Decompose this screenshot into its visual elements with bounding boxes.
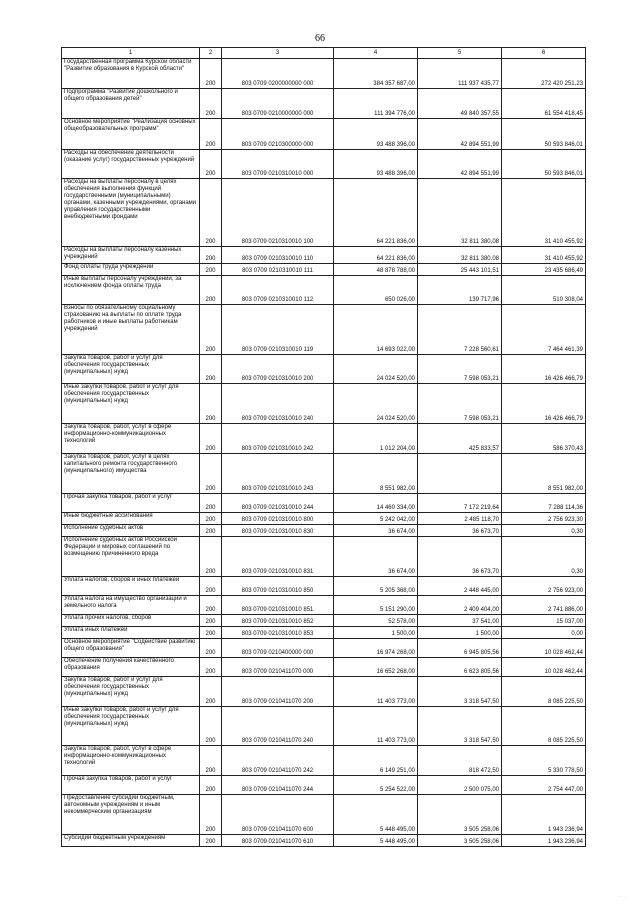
- row-name-cell: Иные закупки товаров, работ и услуг для обеспечения государственных (муниципальных) нужд: [62, 707, 200, 746]
- row-line-code-cell: 200: [200, 355, 222, 384]
- row-approved-cell: 8 551 982,00: [334, 454, 418, 494]
- row-executed-cell: 3 505 258,06: [418, 795, 502, 835]
- row-name-cell: Прочая закупка товаров, работ и услуг: [62, 494, 200, 513]
- table-row: [62, 179, 586, 247]
- row-line-code-cell: 200: [200, 596, 222, 615]
- row-budget-code-cell: 803 0709 0210411070 000: [222, 658, 334, 677]
- row-name-cell: Предоставление субсидий бюджетным, автономным учреждениям и иным некоммерческим организациям: [62, 795, 200, 835]
- row-budget-code-cell: 803 0709 0210310010 243: [222, 454, 334, 494]
- row-name-cell: Прочая закупка товаров, работ и услуг: [62, 776, 200, 795]
- row-executed-cell: 7 598 053,21: [418, 355, 502, 384]
- row-unexecuted-cell: 10 028 462,44: [502, 658, 586, 677]
- row-executed-cell: 37 541,00: [418, 615, 502, 627]
- table-row: [62, 494, 586, 513]
- row-line-code-cell: 200: [200, 59, 222, 89]
- row-name-cell: Закупка товаров, работ и услуг для обеспечения государственных (муниципальных) нужд: [62, 355, 200, 384]
- table-row: [62, 525, 586, 537]
- row-budget-code-cell: 803 0709 0210310010 100: [222, 179, 334, 247]
- row-approved-cell: 36 674,00: [334, 525, 418, 537]
- table-row: [62, 707, 586, 746]
- row-approved-cell: 93 488 396,00: [334, 119, 418, 150]
- row-approved-cell: 16 652 268,00: [334, 658, 418, 677]
- table-row: [62, 615, 586, 627]
- column-header: 6: [502, 48, 586, 59]
- row-line-code-cell: 200: [200, 639, 222, 658]
- budget-table: [61, 47, 586, 847]
- row-budget-code-cell: 803 0709 0210310010 830: [222, 525, 334, 537]
- table-row: [62, 513, 586, 525]
- row-approved-cell: 24 024 520,00: [334, 355, 418, 384]
- row-line-code-cell: 200: [200, 179, 222, 247]
- table-row: [62, 276, 586, 305]
- table-row: [62, 264, 586, 276]
- row-executed-cell: 2 485 118,70: [418, 513, 502, 525]
- row-name-cell: Иные закупки товаров, работ и услуг для обеспечения государственных (муниципальных) нужд: [62, 384, 200, 424]
- row-name-cell: Закупка товаров, работ и услуг для обеспечения государственных (муниципальных) нужд: [62, 677, 200, 707]
- row-budget-code-cell: 803 0709 0210300000 000: [222, 119, 334, 150]
- row-name-cell: Фонд оплаты труда учреждений: [62, 264, 200, 276]
- row-unexecuted-cell: 272 420 251,23: [502, 59, 586, 89]
- row-budget-code-cell: 803 0709 0210310010 242: [222, 424, 334, 454]
- row-budget-code-cell: 803 0709 0210310010 244: [222, 494, 334, 513]
- row-unexecuted-cell: 16 426 466,79: [502, 384, 586, 424]
- row-executed-cell: 7 598 053,21: [418, 384, 502, 424]
- row-executed-cell: 6 945 805,56: [418, 639, 502, 658]
- row-approved-cell: 14 693 022,00: [334, 305, 418, 355]
- row-line-code-cell: 200: [200, 150, 222, 179]
- row-line-code-cell: 200: [200, 615, 222, 627]
- row-line-code-cell: 200: [200, 795, 222, 835]
- row-unexecuted-cell: 1 943 236,94: [502, 795, 586, 835]
- row-approved-cell: 24 024 520,00: [334, 384, 418, 424]
- row-line-code-cell: 200: [200, 384, 222, 424]
- row-name-cell: Закупка товаров, работ, услуг в целях капитального ремонта государственного (муниципального) имущества: [62, 454, 200, 494]
- scan-artifact: · · ·: [618, 894, 626, 900]
- row-name-cell: Исполнение судебных актов Российской Федерации и мировых соглашений по возмещению причиненного вреда: [62, 537, 200, 577]
- row-line-code-cell: 200: [200, 627, 222, 639]
- row-name-cell: Взносы по обязательному социальному страхованию на выплаты по оплате труда работников и иные выплаты работникам учреждений: [62, 305, 200, 355]
- row-unexecuted-cell: 510 308,04: [502, 276, 586, 305]
- row-executed-cell: 2 448 445,00: [418, 577, 502, 596]
- row-line-code-cell: 200: [200, 513, 222, 525]
- row-unexecuted-cell: 1 943 236,94: [502, 835, 586, 847]
- row-name-cell: Основное мероприятие "Реализация основных общеобразовательных программ": [62, 119, 200, 150]
- row-approved-cell: 36 674,00: [334, 537, 418, 577]
- row-approved-cell: 11 403 773,00: [334, 707, 418, 746]
- row-budget-code-cell: 803 0709 0210400000 000: [222, 639, 334, 658]
- row-approved-cell: 5 448 495,00: [334, 795, 418, 835]
- row-unexecuted-cell: 8 085 225,50: [502, 677, 586, 707]
- table-row: [62, 247, 586, 264]
- row-unexecuted-cell: 0,00: [502, 627, 586, 639]
- table-header-row: [62, 48, 586, 59]
- row-executed-cell: 425 833,57: [418, 424, 502, 454]
- table-row: [62, 835, 586, 847]
- table-row: [62, 776, 586, 795]
- row-executed-cell: 818 472,50: [418, 746, 502, 776]
- row-approved-cell: 64 221 836,00: [334, 179, 418, 247]
- row-line-code-cell: 200: [200, 677, 222, 707]
- row-unexecuted-cell: 15 037,00: [502, 615, 586, 627]
- row-approved-cell: 1 012 204,00: [334, 424, 418, 454]
- row-line-code-cell: 200: [200, 276, 222, 305]
- row-line-code-cell: 200: [200, 776, 222, 795]
- column-header: 5: [418, 48, 502, 59]
- row-name-cell: Закупка товаров, работ, услуг в сфере информационно-коммуникационных технологий: [62, 746, 200, 776]
- row-name-cell: Уплата иных платежей: [62, 627, 200, 639]
- table-row: [62, 677, 586, 707]
- row-executed-cell: 1 500,00: [418, 627, 502, 639]
- column-header: 1: [62, 48, 200, 59]
- row-unexecuted-cell: 586 370,43: [502, 424, 586, 454]
- row-unexecuted-cell: 8 551 982,00: [502, 454, 586, 494]
- row-approved-cell: 11 403 773,00: [334, 677, 418, 707]
- row-executed-cell: 42 894 551,99: [418, 150, 502, 179]
- row-budget-code-cell: 803 0709 0210310010 852: [222, 615, 334, 627]
- row-name-cell: Иные бюджетные ассигнования: [62, 513, 200, 525]
- row-name-cell: Уплата прочих налогов, сборов: [62, 615, 200, 627]
- row-name-cell: Подпрограмма "Развитие дошкольного и общего образования детей": [62, 89, 200, 119]
- table-row: [62, 596, 586, 615]
- row-budget-code-cell: 803 0709 0210310010 000: [222, 150, 334, 179]
- row-approved-cell: 5 254 522,00: [334, 776, 418, 795]
- table-row: [62, 150, 586, 179]
- row-executed-cell: 36 673,70: [418, 525, 502, 537]
- row-name-cell: Субсидии бюджетным учреждениям: [62, 835, 200, 847]
- row-unexecuted-cell: 50 593 846,01: [502, 150, 586, 179]
- table-row: [62, 355, 586, 384]
- row-executed-cell: 25 443 101,51: [418, 264, 502, 276]
- row-executed-cell: 3 318 547,50: [418, 707, 502, 746]
- row-approved-cell: 64 221 836,00: [334, 247, 418, 264]
- table-row: [62, 119, 586, 150]
- row-executed-cell: 36 673,70: [418, 537, 502, 577]
- row-executed-cell: 49 840 357,55: [418, 89, 502, 119]
- row-approved-cell: 5 151 290,00: [334, 596, 418, 615]
- row-line-code-cell: 200: [200, 577, 222, 596]
- row-executed-cell: 7 172 219,64: [418, 494, 502, 513]
- row-budget-code-cell: 803 0709 0210411070 200: [222, 677, 334, 707]
- row-approved-cell: 93 488 396,00: [334, 150, 418, 179]
- row-approved-cell: 48 878 788,00: [334, 264, 418, 276]
- table-row: [62, 89, 586, 119]
- row-executed-cell: 3 318 547,50: [418, 677, 502, 707]
- row-budget-code-cell: 803 0709 0210310010 800: [222, 513, 334, 525]
- column-header: 2: [200, 48, 222, 59]
- row-approved-cell: 5 242 042,00: [334, 513, 418, 525]
- row-line-code-cell: 200: [200, 454, 222, 494]
- row-name-cell: Основное мероприятие "Содействие развитию общего образования": [62, 639, 200, 658]
- row-unexecuted-cell: 0,30: [502, 537, 586, 577]
- row-executed-cell: 2 500 075,00: [418, 776, 502, 795]
- row-name-cell: Исполнение судебных актов: [62, 525, 200, 537]
- row-line-code-cell: 200: [200, 658, 222, 677]
- row-budget-code-cell: 803 0709 0210310010 240: [222, 384, 334, 424]
- row-name-cell: Расходы на выплаты персоналу в целях обеспечения выполнения функций государственными (муниципальными) органами, казенными учреждениями, органами управления государственными внебюджетными фондами: [62, 179, 200, 247]
- row-executed-cell: 111 937 435,77: [418, 59, 502, 89]
- row-budget-code-cell: 803 0709 0210310010 111: [222, 264, 334, 276]
- row-budget-code-cell: 803 0709 0210310010 851: [222, 596, 334, 615]
- row-line-code-cell: 200: [200, 746, 222, 776]
- row-approved-cell: 16 974 268,00: [334, 639, 418, 658]
- table-row: [62, 454, 586, 494]
- row-executed-cell: 2 409 404,00: [418, 596, 502, 615]
- row-executed-cell: 7 228 560,61: [418, 305, 502, 355]
- table-row: [62, 795, 586, 835]
- row-line-code-cell: 200: [200, 424, 222, 454]
- row-line-code-cell: 200: [200, 835, 222, 847]
- row-name-cell: Закупка товаров, работ, услуг в сфере информационно-коммуникационных технологий: [62, 424, 200, 454]
- table-row: [62, 627, 586, 639]
- row-approved-cell: 1 500,00: [334, 627, 418, 639]
- row-unexecuted-cell: 8 085 225,50: [502, 707, 586, 746]
- row-executed-cell: 42 894 551,99: [418, 119, 502, 150]
- row-budget-code-cell: 803 0709 0200000000 000: [222, 59, 334, 89]
- row-budget-code-cell: 803 0709 0210310010 831: [222, 537, 334, 577]
- row-unexecuted-cell: 2 756 923,30: [502, 513, 586, 525]
- row-name-cell: Иные выплаты персоналу учреждений, за исключением фонда оплаты труда: [62, 276, 200, 305]
- column-header: 4: [334, 48, 418, 59]
- row-line-code-cell: 200: [200, 119, 222, 150]
- row-approved-cell: 5 205 368,00: [334, 577, 418, 596]
- row-unexecuted-cell: 31 410 455,92: [502, 179, 586, 247]
- row-line-code-cell: 200: [200, 89, 222, 119]
- table-row: [62, 424, 586, 454]
- row-unexecuted-cell: 10 028 462,44: [502, 639, 586, 658]
- row-budget-code-cell: 803 0709 0210310010 200: [222, 355, 334, 384]
- row-line-code-cell: 200: [200, 264, 222, 276]
- row-executed-cell: [418, 454, 502, 494]
- row-approved-cell: 14 460 334,00: [334, 494, 418, 513]
- row-budget-code-cell: 803 0709 0210310010 110: [222, 247, 334, 264]
- row-budget-code-cell: 803 0709 0210310010 850: [222, 577, 334, 596]
- row-executed-cell: 139 717,96: [418, 276, 502, 305]
- table-row: [62, 384, 586, 424]
- row-approved-cell: 111 394 776,00: [334, 89, 418, 119]
- table-row: [62, 746, 586, 776]
- row-unexecuted-cell: 23 435 686,49: [502, 264, 586, 276]
- table-row: [62, 59, 586, 89]
- row-unexecuted-cell: 50 593 846,01: [502, 119, 586, 150]
- row-approved-cell: 5 448 495,00: [334, 835, 418, 847]
- row-unexecuted-cell: 7 464 461,39: [502, 305, 586, 355]
- table-row: [62, 305, 586, 355]
- row-line-code-cell: 200: [200, 494, 222, 513]
- row-unexecuted-cell: 61 554 418,45: [502, 89, 586, 119]
- row-name-cell: Уплата налогов, сборов и иных платежей: [62, 577, 200, 596]
- row-unexecuted-cell: 5 330 778,50: [502, 746, 586, 776]
- row-approved-cell: 384 357 687,00: [334, 59, 418, 89]
- column-header: 3: [222, 48, 334, 59]
- row-executed-cell: 32 811 380,08: [418, 179, 502, 247]
- row-budget-code-cell: 803 0709 0210310010 112: [222, 276, 334, 305]
- row-unexecuted-cell: 2 741 886,00: [502, 596, 586, 615]
- table-row: [62, 577, 586, 596]
- row-line-code-cell: 200: [200, 707, 222, 746]
- table-row: [62, 537, 586, 577]
- row-name-cell: Расходы на выплаты персоналу казенных учреждений: [62, 247, 200, 264]
- row-budget-code-cell: 803 0709 0210411070 610: [222, 835, 334, 847]
- row-line-code-cell: 200: [200, 525, 222, 537]
- row-budget-code-cell: 803 0709 0210310010 119: [222, 305, 334, 355]
- row-unexecuted-cell: 0,30: [502, 525, 586, 537]
- row-name-cell: Расходы на обеспечение деятельности (оказание услуг) государственных учреждений: [62, 150, 200, 179]
- row-unexecuted-cell: 31 410 455,92: [502, 247, 586, 264]
- table-row: [62, 639, 586, 658]
- row-budget-code-cell: 803 0709 0210411070 242: [222, 746, 334, 776]
- row-budget-code-cell: 803 0709 0210411070 244: [222, 776, 334, 795]
- row-unexecuted-cell: 2 756 923,00: [502, 577, 586, 596]
- row-line-code-cell: 200: [200, 537, 222, 577]
- row-unexecuted-cell: 7 288 114,36: [502, 494, 586, 513]
- row-unexecuted-cell: 2 754 447,00: [502, 776, 586, 795]
- row-line-code-cell: 200: [200, 247, 222, 264]
- row-approved-cell: 6 149 251,00: [334, 746, 418, 776]
- row-budget-code-cell: 803 0709 0210310010 853: [222, 627, 334, 639]
- row-name-cell: Государственная программа Курской области "Развитие образования в Курской области": [62, 59, 200, 89]
- page-number: 66: [315, 33, 325, 44]
- row-approved-cell: 52 578,00: [334, 615, 418, 627]
- row-unexecuted-cell: 16 426 466,79: [502, 355, 586, 384]
- row-executed-cell: 6 623 805,56: [418, 658, 502, 677]
- table-row: [62, 658, 586, 677]
- row-line-code-cell: 200: [200, 305, 222, 355]
- row-executed-cell: 32 811 380,08: [418, 247, 502, 264]
- row-budget-code-cell: 803 0709 0210000000 000: [222, 89, 334, 119]
- row-name-cell: Уплата налога на имущество организаций и земельного налога: [62, 596, 200, 615]
- row-executed-cell: 3 505 258,06: [418, 835, 502, 847]
- row-budget-code-cell: 803 0709 0210411070 240: [222, 707, 334, 746]
- row-budget-code-cell: 803 0709 0210411070 600: [222, 795, 334, 835]
- row-name-cell: Обеспечение получения качественного образования: [62, 658, 200, 677]
- row-approved-cell: 650 026,00: [334, 276, 418, 305]
